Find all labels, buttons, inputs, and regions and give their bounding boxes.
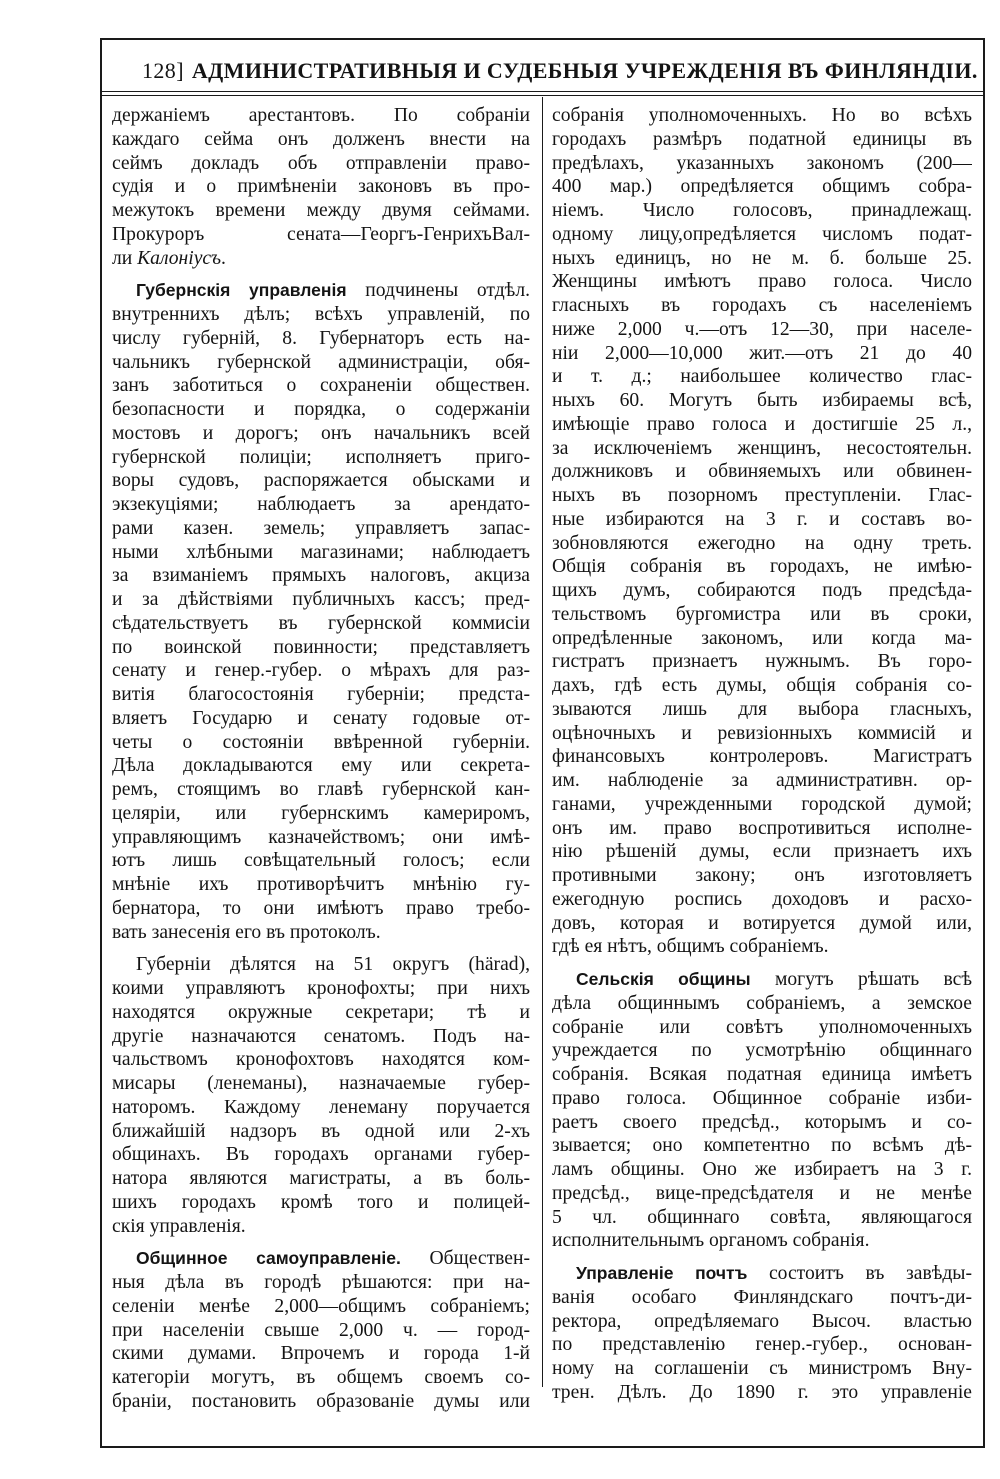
text-line: ниже 2,000 ч.—отъ 12—30, при населе- — [552, 318, 972, 340]
text-line: финансовыхъ контролеровъ. Магистратъ — [552, 746, 972, 768]
text-line: Женщины имѣютъ право голоса. Число — [552, 271, 972, 293]
paragraph-heading-line — [552, 968, 972, 992]
text-line: предсѣд., вице-предсѣдателя и не менѣе — [552, 1182, 972, 1204]
header-rule-thin — [102, 95, 983, 96]
text-line: другіе назначаются сенатомъ. Подъ на- — [112, 1025, 530, 1047]
text-line — [112, 247, 530, 271]
text-line: находятся окружные секретари; тѣ и — [112, 1001, 530, 1023]
text-line: ректора, опредѣляемаго Высоч. властью — [552, 1310, 972, 1332]
text-line: судія и о примѣненіи законовъ въ про- — [112, 176, 530, 198]
text-line: зываются лишь для выбора гласныхъ, — [552, 698, 972, 720]
text-line: шихъ городахъ кромѣ того и полицей- — [112, 1191, 530, 1213]
text-line: при населеніи свыше 2,000 ч. — город- — [112, 1319, 530, 1341]
text-line: нію рѣшеній думы, если признаетъ ихъ — [552, 841, 972, 863]
text-line: ными хлѣбными магазинами; наблюдаетъ — [112, 541, 530, 563]
text-line: оцѣночныхъ и ревизіонныхъ коммисій и — [552, 722, 972, 744]
text-line: собранія. Всякая податная единица имѣетъ — [552, 1064, 972, 1085]
text-line: воры судовъ, распоряжается обысками и — [112, 470, 530, 492]
text-line: безопасности и порядка, о содержаніи — [112, 399, 530, 420]
text-line: ламъ общины. Оно же избираетъ на 3 г. — [552, 1159, 972, 1180]
text-line: должниковъ и обвиняемыхъ или обвинен- — [552, 461, 972, 483]
paragraph-selfgov — [112, 1271, 530, 1414]
section-heading-rural: Сельскія общины — [576, 969, 751, 989]
text-line: общинахъ. Въ городахъ органами губер- — [112, 1144, 530, 1166]
text-line: за исключеніемъ женщинъ, несостоятельн. — [552, 437, 972, 459]
text-line: сеймъ докладъ объ отправленіи право- — [112, 152, 530, 174]
text-fragment: . — [221, 247, 226, 269]
text-line: Дѣла докладываются ему или секрета- — [112, 755, 530, 777]
text-line: скія управленія. — [112, 1215, 246, 1237]
text-line: ближайшій надзоръ въ одной или 2-хъ — [112, 1120, 530, 1142]
text-line: ныхъ въ позорномъ преступленіи. Глас- — [552, 485, 972, 506]
paragraph-heading-line — [112, 1247, 530, 1271]
text-line: мнѣніе ихъ противорѣчитъ мнѣнію гу- — [112, 874, 530, 895]
text-line: витія благосостоянія губерніи; предста- — [112, 684, 530, 705]
text-fragment: подчинены отдѣл. — [346, 280, 530, 302]
text-line: категоріи могутъ, въ общемъ своемъ со- — [112, 1367, 530, 1388]
text-line: занъ заботиться о сохраненіи обществен. — [112, 375, 530, 397]
text-line: ныхъ единицъ, но не м. б. больше 25. — [552, 247, 972, 269]
text-line: бернатора, то они имѣютъ право требо- — [112, 897, 530, 919]
left-column — [112, 104, 530, 1414]
text-line: дѣла общиннымъ собраніемъ, а земское — [552, 992, 972, 1014]
text-line: четы о состояніи ввѣренной губерніи. — [112, 731, 530, 753]
text-line: ютъ лишь совѣщательный голосъ; если — [112, 850, 530, 872]
text-line: сенату и генер.-губер. о мѣрахъ для раз- — [112, 660, 530, 682]
text-line: чальникъ губернской администраціи, обя- — [112, 351, 530, 373]
text-line: за взиманіемъ прямыхъ налоговъ, акциза — [112, 565, 530, 587]
text-line: 400 мар.) опредѣляется общимъ собра- — [552, 176, 972, 198]
text-line: по представленію генер.-губер., основан- — [552, 1334, 972, 1356]
text-line: наторомъ. Каждому ленеману поручается — [112, 1096, 530, 1118]
text-line: ніи 2,000—10,000 жит.—отъ 21 до 40 — [552, 342, 972, 364]
text-line: гдѣ ея нѣтъ, общимъ собраніемъ. — [552, 936, 829, 958]
text-line: экзекуціями; наблюдаетъ за арендато- — [112, 494, 530, 515]
page-number: 128] — [142, 58, 184, 83]
header-rule — [102, 91, 983, 92]
text-fragment: состоитъ въ завѣды- — [747, 1263, 972, 1284]
text-line: трен. Дѣлъ. До 1890 г. это управленіе — [552, 1381, 972, 1403]
text-line: губернской полиціи; исполняетъ приго- — [112, 446, 530, 468]
text-line: собраніе или совѣтъ уполномоченныхъ — [552, 1016, 972, 1038]
text-line: ежегодную роспись доходовъ и расхо- — [552, 888, 972, 910]
text-line: учреждается по усмотрѣнію общиннаго — [552, 1040, 972, 1062]
text-line: вляетъ Государю и сенату годовые от- — [112, 707, 530, 729]
text-line: щихъ думъ, собираются подъ предсѣда- — [552, 580, 972, 601]
section-heading-selfgov: Общинное самоуправленіе. — [136, 1248, 401, 1269]
text-line: Общія собранія въ городахъ, не имѣю- — [552, 556, 972, 578]
text-fragment: ли — [112, 247, 138, 269]
paragraph-heading-line — [552, 1262, 972, 1286]
paragraph-city-assemblies — [552, 104, 972, 959]
text-line: 5 чл. общиннаго совѣта, являющагося — [552, 1206, 972, 1228]
text-line: ремъ, стоящимъ во главѣ губернской кан- — [112, 779, 530, 800]
text-line: коими управляютъ кронофохты; при нихъ — [112, 978, 530, 999]
text-line: имѣющіе право голоса и достигшіе 25 л., — [552, 413, 972, 435]
text-line: сѣдательствуетъ въ губернской коммисіи — [112, 612, 530, 634]
text-line: Губерніи дѣлятся на 51 округъ (härad), — [136, 954, 530, 976]
text-line: управляющимъ казначействомъ; они имѣ- — [112, 826, 530, 848]
text-line: каждаго сейма онъ долженъ внести на — [112, 128, 530, 150]
text-line: предѣлахъ, указанныхъ закономъ (200— — [552, 152, 972, 174]
italic-name: Калоніусъ — [137, 247, 222, 269]
paragraph-rural — [552, 992, 972, 1253]
text-line: по воинской повинности; представляетъ — [112, 636, 530, 658]
text-line: дахъ, гдѣ есть думы, общія собранія со- — [552, 675, 972, 696]
paragraph-prosecutor — [112, 104, 530, 247]
text-line: Прокуроръ сената—Георгъ-ГенрихъВал- — [112, 223, 530, 245]
text-line: ные избираются на 3 г. и составъ во- — [552, 508, 972, 530]
text-fragment: могутъ рѣшать всѣ — [750, 969, 972, 990]
header-title: АДМИНИСТРАТИВНЫЯ И СУДЕБНЫЯ УЧРЕЖДЕНІЯ ВЪ ФИНЛЯНДІИ. — [191, 58, 978, 83]
text-line: зобновляются ежегодно на одну треть. — [552, 532, 972, 554]
text-line: зывается; оно компетентно по всѣмъ дѣ- — [552, 1135, 972, 1157]
text-line: раетъ своего предсѣд., которымъ и со- — [552, 1111, 972, 1133]
section-heading-provincial: Губернскія управленія — [136, 280, 347, 301]
text-line: целяріи, или губернскимъ камерирoмъ, — [112, 802, 530, 824]
text-line: селеніи менѣе 2,000—общимъ собраніемъ; — [112, 1295, 530, 1317]
running-header — [142, 58, 978, 84]
text-line: мостовъ и дорогъ; онъ начальникъ всей — [112, 422, 530, 444]
text-line: чальствомъ кронофохтовъ находятся ком- — [112, 1049, 530, 1071]
text-line: противными закону; онъ изготовляетъ — [552, 865, 972, 886]
text-line: тельствомъ бургомистра или въ сроки, — [552, 603, 972, 625]
text-line: межутокъ времени между двумя сеймами. — [112, 200, 530, 221]
text-line: ныя дѣла въ городѣ рѣшаются: при на- — [112, 1272, 530, 1293]
text-line: рами казен. земель; управляетъ запас- — [112, 517, 530, 539]
text-line: одному лицу,опредѣляется числомъ подат- — [552, 223, 972, 245]
text-line: и т. д.; наибольшее количество глас- — [552, 366, 972, 388]
text-line: держаніемъ арестантовъ. По собраніи — [112, 105, 530, 126]
text-line: браніи, постановить образованіе думы или — [112, 1390, 530, 1412]
paragraph-districts — [112, 953, 530, 1238]
text-line: исполнительнымъ органомъ собранія. — [552, 1230, 870, 1252]
text-line: онъ им. право воспротивиться исполне- — [552, 817, 972, 839]
text-fragment: Обществен- — [400, 1248, 530, 1270]
text-line: гласныхъ въ городахъ съ населеніемъ — [552, 295, 972, 316]
text-line: ному на соглашеніи съ министромъ Вну- — [552, 1358, 972, 1379]
text-line: городахъ размѣръ податной единицы въ — [552, 128, 972, 150]
text-line: ніемъ. Число голосовъ, принадлежащ. — [552, 200, 972, 221]
text-line: гистратъ признаетъ нужнымъ. Въ горо- — [552, 651, 972, 673]
text-line: ванія особаго Финляндскаго почтъ-ди- — [552, 1286, 972, 1308]
text-line: собранія уполномоченныхъ. Но во всѣхъ — [552, 105, 972, 126]
right-column — [552, 104, 972, 1405]
paragraph-heading-line — [112, 279, 530, 303]
text-line: мисары (ленеманы), назначаемые губер- — [112, 1073, 530, 1094]
column-divider — [542, 97, 543, 1387]
text-line: довъ, которая и вотируется думой или, — [552, 912, 972, 934]
text-line: натора являются магистраты, а въ боль- — [112, 1168, 530, 1189]
text-line: опредѣленные закономъ, или когда ма- — [552, 627, 972, 649]
section-heading-post: Управленіе почтъ — [576, 1263, 748, 1283]
text-line: ныхъ 60. Могутъ быть избираемы всѣ, — [552, 390, 972, 411]
paragraph-post — [552, 1286, 972, 1405]
text-line: числу губерній, 8. Губернаторъ есть на- — [112, 327, 530, 349]
text-line: право голоса. Общинное собраніе изби- — [552, 1087, 972, 1109]
text-line: и за дѣйствіями публичныхъ кассъ; пред- — [112, 589, 530, 610]
text-line: ганами, учрежденными городской думой; — [552, 793, 972, 815]
text-line: вать занесенія его въ протоколъ. — [112, 921, 381, 943]
text-line: скими думами. Впрочемъ и города 1-й — [112, 1343, 530, 1365]
text-line: внутреннихъ дѣлъ; всѣхъ управленій, по — [112, 304, 530, 325]
text-line: им. наблюденіе за административн. ор- — [552, 770, 972, 791]
paragraph-provincial — [112, 303, 530, 944]
